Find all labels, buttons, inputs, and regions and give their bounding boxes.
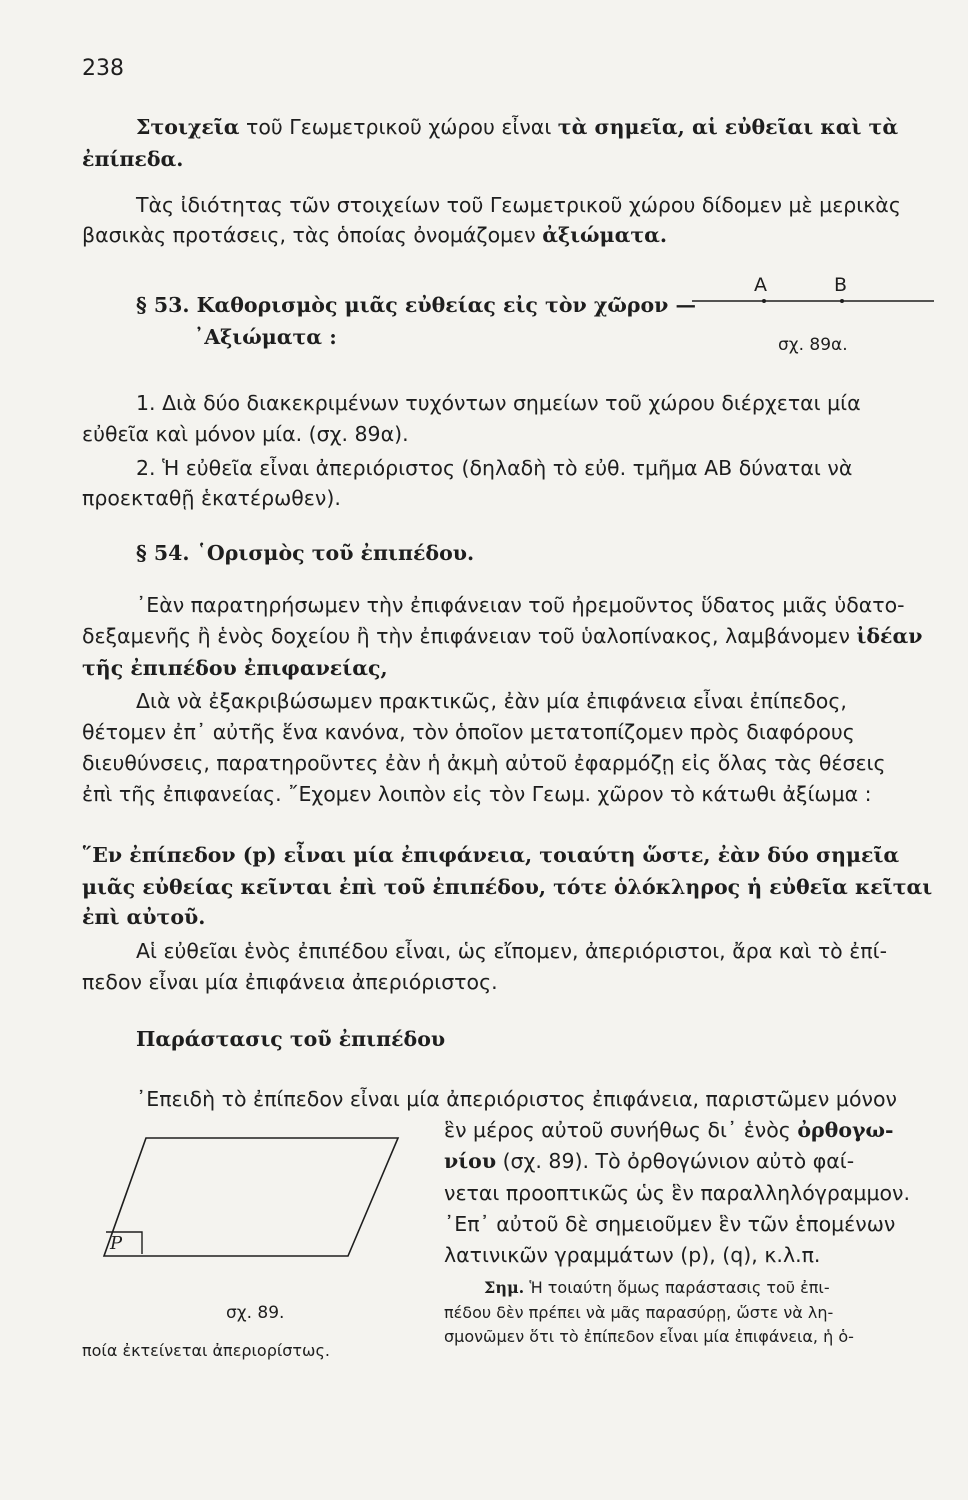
note-line-4: ποία ἐκτείνεται ἀπεριορίστως. — [82, 1341, 330, 1360]
plane-label: P — [110, 1233, 123, 1254]
paragraph-elements-line-1 — [136, 114, 898, 140]
plane-parallelogram — [104, 1138, 398, 1256]
paragraph-properties-line-1: Τὰς ἰδιότητας τῶν στοιχείων τοῦ Γεωμετρικοῦ χώρου δίδομεν μὲ μερικὰς — [136, 193, 901, 217]
plane-axiom-line-3: ἐπὶ αὐτοῦ. — [82, 905, 206, 929]
definition-line-2 — [82, 623, 923, 649]
figure-89a-line-ab — [688, 272, 938, 312]
representation-line-2 — [444, 1117, 894, 1143]
paragraph-properties-line-2 — [82, 222, 667, 248]
representation-line-6: λατινικῶν γραμμάτων (p), (q), κ.λ.π. — [444, 1243, 821, 1267]
label-b: B — [834, 274, 848, 296]
note-line-3: σμονῶμεν ὅτι τὸ ἐπίπεδον εἶναι μία ἐπιφάνεια, ἡ ὁ- — [444, 1327, 854, 1346]
figure-89a-caption: σχ. 89α. — [778, 335, 848, 355]
note-line-1 — [484, 1277, 830, 1299]
practical-line-2: θέτομεν ἐπ᾿ αὐτῆς ἕνα κανόνα, τὸν ὁποῖον μετατοπίζομεν πρὸς διαφόρους — [82, 720, 855, 744]
figure-89-plane — [98, 1120, 438, 1270]
representation-line-3 — [444, 1148, 854, 1174]
term-axioms: ἀξιώματα. — [542, 223, 668, 247]
page-number: 238 — [82, 56, 124, 81]
text-span: δεξαμενῆς ἢ ἑνὸς δοχείου ἢ τὴν ἐπιφάνειαν τοῦ ὑαλοπίνακος, λαμβάνομεν — [82, 624, 857, 648]
axiom-2-line-2: προεκταθῇ ἑκατέρωθεν). — [82, 486, 341, 510]
figure-89-caption: σχ. 89. — [226, 1303, 285, 1323]
point-a — [762, 299, 766, 303]
note-lead: Σημ. — [484, 1278, 525, 1297]
paragraph-elements-line-2: ἐπίπεδα. — [82, 147, 184, 171]
plane-axiom-line-2: μιᾶς εὐθείας κεῖνται ἐπὶ τοῦ ἐπιπέδου, τότε ὁλόκληρος ἡ εὐθεῖα κεῖται — [82, 875, 933, 899]
section-53-title: § 53. Καθορισμὸς μιᾶς εὐθείας εἰς τὸν χῶρον — — [136, 293, 697, 317]
plane-axiom-line-1: ῞Εν ἐπίπεδον (p) εἶναι μία ἐπιφάνεια, τοιαύτη ὥστε, ἐὰν δύο σημεῖα — [82, 843, 900, 867]
axiom-1-line-1: 1. Διὰ δύο διακεκριμένων τυχόντων σημείων τοῦ χώρου διέρχεται μία — [136, 391, 861, 415]
term-rectangle: ὀρθογω- — [797, 1118, 894, 1142]
text-span: βασικὰς προτάσεις, τὰς ὁποίας ὀνομάζομεν — [82, 223, 543, 247]
unbounded-line-1: Αἱ εὐθεῖαι ἑνὸς ἐπιπέδου εἶναι, ὡς εἴπομεν, ἀπεριόριστοι, ἄρα καὶ τὸ ἐπί- — [136, 939, 887, 963]
text-span: τοῦ Γεωμετρικοῦ χώρου εἶναι — [239, 115, 558, 139]
representation-line-1: ᾿Επειδὴ τὸ ἐπίπεδον εἶναι μία ἀπεριόριστος ἐπιφάνεια, παριστῶμεν μόνον — [136, 1087, 897, 1111]
axiom-1-line-2: εὐθεῖα καὶ μόνον μία. (σχ. 89α). — [82, 422, 409, 446]
term-points-lines: τὰ σημεῖα, αἱ εὐθεῖαι καὶ τὰ — [557, 115, 899, 139]
definition-line-3: τῆς ἐπιπέδου ἐπιφανείας, — [82, 656, 388, 680]
practical-line-4: ἐπὶ τῆς ἐπιφανείας. ῎Εχομεν λοιπὸν εἰς τὸν Γεωμ. χῶρον τὸ κάτωθι ἀξίωμα : — [82, 782, 872, 806]
axiom-2-line-1: 2. Ἡ εὐθεῖα εἶναι ἀπεριόριστος (δηλαδὴ τὸ εὐθ. τμῆμα AB δύναται νὰ — [136, 456, 853, 480]
text-span: (σχ. 89). Τὸ ὀρθογώνιον αὐτὸ φαί- — [496, 1149, 855, 1173]
practical-line-3: διευθύνσεις, παρατηροῦντες ἐὰν ἡ ἀκμὴ αὐτοῦ ἐφαρμόζῃ εἰς ὅλας τὰς θέσεις — [82, 751, 886, 775]
note-line-2: πέδου δὲν πρέπει νὰ μᾶς παρασύρῃ, ὥστε νὰ λη- — [444, 1303, 834, 1322]
label-a: A — [754, 274, 767, 296]
term-idea: ἰδέαν — [856, 624, 923, 648]
point-b — [840, 299, 844, 303]
representation-line-4: νεται προοπτικῶς ὡς ἓν παραλληλόγραμμον. — [444, 1181, 911, 1205]
section-54-title: § 54. ῾Ορισμὸς τοῦ ἐπιπέδου. — [136, 541, 475, 565]
term-elements: Στοιχεῖα — [136, 115, 240, 139]
term-rectangle-end: νίου — [444, 1149, 497, 1173]
representation-title: Παράστασις τοῦ ἐπιπέδου — [136, 1027, 446, 1051]
text-span: Ἡ τοιαύτη ὅμως παράστασις τοῦ ἐπι- — [524, 1278, 830, 1297]
text-span: ἓν μέρος αὐτοῦ συνήθως δι᾿ ἑνὸς — [444, 1118, 798, 1142]
practical-line-1: Διὰ νὰ ἐξακριβώσωμεν πρακτικῶς, ἐὰν μία ἐπιφάνεια εἶναι ἐπίπεδος, — [136, 689, 847, 713]
section-53-subtitle: ᾿Αξιώματα : — [194, 325, 337, 349]
unbounded-line-2: πεδον εἶναι μία ἐπιφάνεια ἀπεριόριστος. — [82, 970, 498, 994]
definition-line-1: ᾿Εὰν παρατηρήσωμεν τὴν ἐπιφάνειαν τοῦ ἠρεμοῦντος ὕδατος μιᾶς ὑδατο- — [136, 593, 905, 617]
representation-line-5: ᾿Επ᾿ αὐτοῦ δὲ σημειοῦμεν ἓν τῶν ἑπομένων — [444, 1212, 896, 1236]
